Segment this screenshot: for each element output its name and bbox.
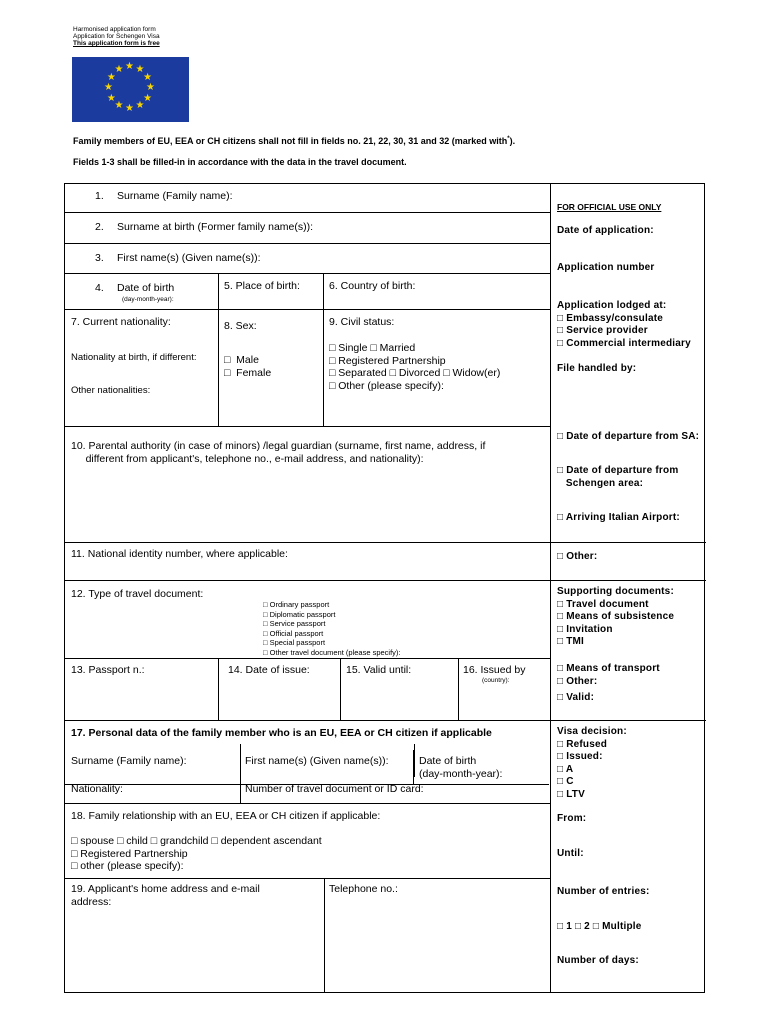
valid-until-label[interactable]: 15. Valid until: (346, 664, 412, 676)
family-members-note-text: Family members of EU, EEA or CH citizens shall not fill in fields no. 21, 22, 30, 31 and 32 (marked with (73, 136, 508, 146)
divider (65, 658, 550, 659)
telephone-label[interactable]: Telephone no.: (329, 883, 398, 895)
divider (414, 744, 415, 777)
divider (240, 744, 241, 803)
official-other-label: □ Other: (557, 551, 598, 562)
flag-star-icon: ★ (143, 92, 153, 104)
divider (65, 309, 550, 310)
flag-star-icon: ★ (104, 82, 113, 93)
national-identity-number-label[interactable]: 11. National identity number, where applicable: (71, 548, 288, 560)
other-nationalities-label[interactable]: Other nationalities: (71, 385, 151, 396)
number-of-entries-label: Number of entries: (557, 886, 650, 897)
divider (218, 273, 219, 426)
visa-decision-options: Visa decision: □ Refused □ Issued: □ A □ C □ LTV (557, 726, 627, 800)
date-of-birth-hint: (day-month-year): (122, 296, 174, 303)
official-column-divider (550, 184, 551, 992)
date-of-issue-label[interactable]: 14. Date of issue: (228, 664, 310, 676)
civil-status-options[interactable]: □ Single □ Married □ Registered Partnership □ Separated □ Divorced □ Widow(er) □ Other (please specify): (329, 342, 501, 392)
form-header-line3: This application form is free (73, 40, 160, 47)
divider (65, 426, 550, 427)
country-of-birth-label[interactable]: 6. Country of birth: (329, 280, 416, 292)
place-of-birth-label[interactable]: 5. Place of birth: (224, 280, 300, 292)
field-3-number: 3. (95, 252, 104, 264)
sex-options[interactable]: □ Male □ Female (224, 354, 272, 379)
date-of-application-label: Date of application: (557, 225, 654, 236)
flag-star-icon: ★ (106, 71, 116, 83)
issued-by-label[interactable]: 16. Issued by (463, 664, 526, 676)
flag-star-icon: ★ (114, 63, 124, 75)
date-of-birth-label[interactable]: Date of birth (117, 282, 175, 294)
surname-at-birth-label[interactable]: Surname at birth (Former family name(s)): (117, 221, 314, 233)
form-header-line1: Harmonised application form (73, 26, 156, 33)
divider (65, 542, 706, 543)
flag-star-icon: ★ (143, 71, 153, 83)
family-member-nationality-label[interactable]: Nationality: (71, 783, 123, 795)
official-use-title: FOR OFFICIAL USE ONLY (557, 202, 662, 212)
travel-document-type-options[interactable]: □ Ordinary passport □ Diplomatic passport □ Service passport □ Official passport □ Special passport □ Other travel document (please specify): (263, 600, 401, 657)
supporting-documents-options: Supporting documents: □ Travel document □ Means of subsistence □ Invitation □ TMI (557, 586, 675, 647)
passport-number-label[interactable]: 13. Passport n.: (71, 664, 145, 676)
family-relationship-label: 18. Family relationship with an EU, EEA or CH citizen if applicable: (71, 810, 381, 822)
date-of-departure-schengen-label: □ Date of departure from Schengen area: (557, 465, 679, 489)
field-2-number: 2. (95, 221, 104, 233)
parental-authority-label[interactable]: 10. Parental authority (in case of minors) /legal guardian (surname, first name, address, if different from applicant's, telephone no., e-mail address, and nationality): (71, 440, 486, 465)
flag-star-icon: ★ (135, 63, 145, 75)
valid-label: □ Valid: (557, 692, 595, 703)
home-address-label[interactable]: 19. Applicant's home address and e-mail address: (71, 883, 260, 908)
family-members-note-end: ). (509, 136, 516, 146)
field-1-number: 1. (95, 190, 104, 202)
nationality-at-birth-label[interactable]: Nationality at birth, if different: (71, 352, 197, 363)
divider (218, 658, 219, 720)
arriving-airport-label: □ Arriving Italian Airport: (557, 512, 680, 523)
surname-label[interactable]: Surname (Family name): (117, 190, 233, 202)
divider (65, 212, 550, 213)
number-of-days-label: Number of days: (557, 955, 639, 966)
flag-star-icon: ★ (125, 61, 134, 72)
divider (65, 273, 550, 274)
file-handled-by-label: File handled by: (557, 363, 637, 374)
family-relationship-options[interactable]: □ spouse □ child □ grandchild □ dependent ascendant □ Registered Partnership □ other (please specify): (71, 835, 322, 872)
flag-star-icon: ★ (114, 100, 124, 112)
fields-note: Fields 1-3 shall be filled-in in accordance with the data in the travel document. (73, 157, 407, 167)
divider (65, 803, 550, 804)
flag-star-icon: ★ (106, 92, 116, 104)
current-nationality-label[interactable]: 7. Current nationality: (71, 316, 171, 328)
divider (324, 878, 325, 992)
family-member-first-names-label[interactable]: First name(s) (Given name(s)): (245, 755, 389, 767)
eu-flag-icon (72, 57, 189, 122)
divider (65, 243, 550, 244)
first-names-label[interactable]: First name(s) (Given name(s)): (117, 252, 261, 264)
until-label: Until: (557, 848, 584, 859)
asterisk-mark: * (507, 136, 510, 142)
flag-star-icon: ★ (135, 100, 145, 112)
sex-label: 8. Sex: (224, 320, 257, 332)
divider (323, 273, 324, 426)
application-number-label: Application number (557, 262, 655, 273)
family-member-document-number-label[interactable]: Number of travel document or ID card: (245, 783, 424, 795)
family-member-date-of-birth-label[interactable]: Date of birth (day-month-year): (419, 755, 503, 780)
date-of-departure-sa-label: □ Date of departure from SA: (557, 431, 700, 442)
divider (458, 658, 459, 720)
form-header-line2: Application for Schengen Visa (73, 33, 160, 40)
transport-options: □ Means of transport □ Other: (557, 663, 660, 687)
application-lodged-options: Application lodged at: □ Embassy/consulate □ Service provider □ Commercial intermediary (557, 300, 691, 349)
number-of-entries-options: □ 1 □ 2 □ Multiple (557, 921, 642, 932)
family-members-note (73, 136, 515, 146)
divider (340, 658, 341, 720)
family-member-surname-label[interactable]: Surname (Family name): (71, 755, 187, 767)
civil-status-label: 9. Civil status: (329, 316, 395, 328)
family-member-section-title: 17. Personal data of the family member who is an EU, EEA or CH citizen if applicable (71, 727, 492, 739)
field-4-number: 4. (95, 282, 104, 294)
issued-by-hint: (country): (482, 677, 510, 684)
flag-star-icon: ★ (146, 82, 155, 93)
divider (413, 750, 414, 784)
from-label: From: (557, 813, 587, 824)
divider (65, 720, 706, 721)
divider (65, 878, 550, 879)
flag-star-icon: ★ (125, 103, 134, 114)
divider (65, 580, 706, 581)
travel-document-type-label: 12. Type of travel document: (71, 588, 204, 600)
